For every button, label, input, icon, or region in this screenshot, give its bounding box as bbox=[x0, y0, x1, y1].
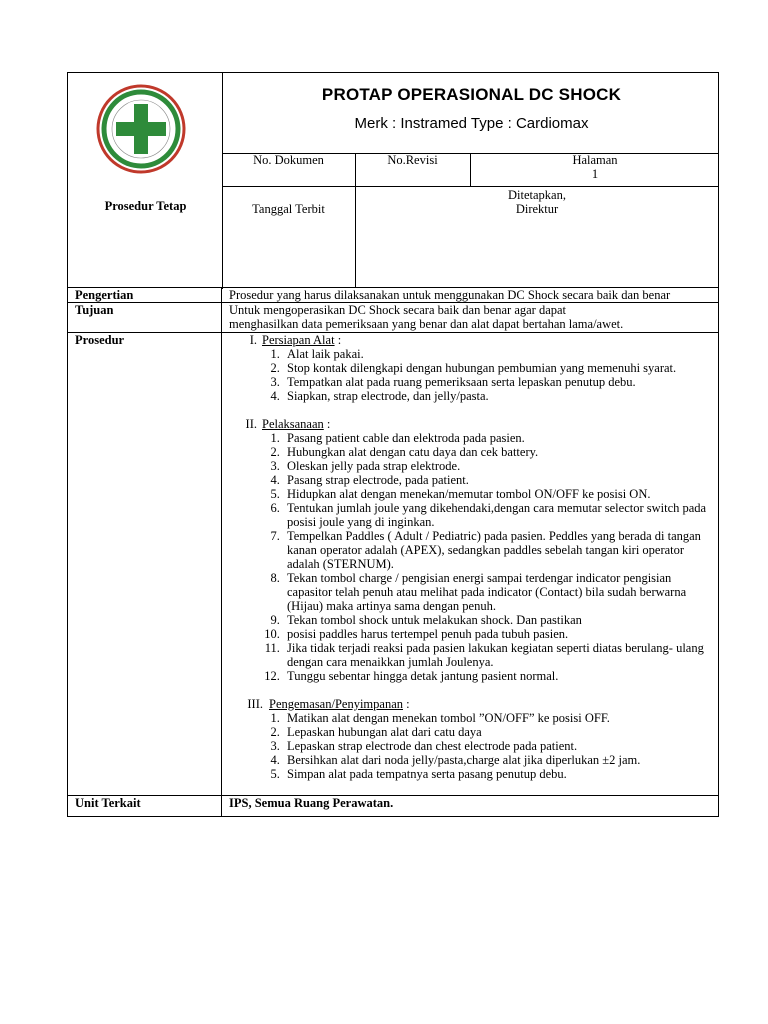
no-dokumen-label: No. Dokumen bbox=[253, 153, 324, 167]
list-item: 9. Tekan tombol shock untuk melakukan shock. Dan pastikan bbox=[283, 613, 714, 627]
list-item: 3. Oleskan jelly pada strap elektrode. bbox=[283, 459, 714, 473]
section-numeral: II. bbox=[245, 417, 257, 431]
row-pengertian bbox=[68, 288, 719, 303]
section-numeral: III. bbox=[247, 697, 263, 711]
list-item: 1. Pasang patient cable dan elektroda pada pasien. bbox=[283, 431, 714, 445]
list-item: 3. Tempatkan alat pada ruang pemeriksaan serta lepaskan penutup debu. bbox=[283, 375, 714, 389]
row-unit-terkait bbox=[68, 796, 719, 817]
unit-terkait-label: Unit Terkait bbox=[68, 796, 222, 817]
list-item: 4. Bersihkan alat dari noda jelly/pasta,charge alat jika diperlukan ±2 jam. bbox=[283, 753, 714, 767]
section-list bbox=[229, 711, 714, 781]
halaman-label: Halaman bbox=[572, 153, 618, 167]
tujuan-text bbox=[222, 303, 719, 333]
list-item: 1. Alat laik pakai. bbox=[283, 347, 714, 361]
prosedur-tetap-label: Prosedur Tetap bbox=[104, 199, 187, 213]
list-item: 2. Lepaskan hubungan alat dari catu daya bbox=[283, 725, 714, 739]
list-item: 7. Tempelkan Paddles ( Adult / Pediatric) pada pasien. Peddles yang berada di tangan kanan operator adalah (APEX), sedangkan paddles sebelah tangan kiri operator adalah (STERNUM). bbox=[283, 529, 714, 571]
document-subtitle: Merk : Instramed Type : Cardiomax bbox=[354, 115, 589, 132]
section-spacer bbox=[229, 683, 714, 697]
row-tujuan bbox=[68, 303, 719, 333]
list-item: 8. Tekan tombol charge / pengisian energi sampai terdengar indicator pengisian capasitor telah penuh atau melihat pada indicator (Contact) bila sudah berwarna (Hijau) maka artinya sama dengan penuh. bbox=[283, 571, 714, 613]
pengertian-text: Prosedur yang harus dilaksanakan untuk menggunakan DC Shock secara baik dan benar bbox=[222, 288, 719, 303]
list-item: 12. Tunggu sebentar hingga detak jantung pasient normal. bbox=[283, 669, 714, 683]
section-title: Pengemasan/Penyimpanan bbox=[269, 697, 403, 711]
divider bbox=[355, 153, 356, 288]
halaman-value: 1 bbox=[591, 167, 599, 181]
list-item: 4. Siapkan, strap electrode, dan jelly/pasta. bbox=[283, 389, 714, 403]
divider bbox=[222, 73, 223, 289]
list-item: 11. Jika tidak terjadi reaksi pada pasien lakukan kegiatan seperti diatas berulang- ulang dengan cara menaikkan jumlah Joulenya. bbox=[283, 641, 714, 669]
section-list bbox=[229, 431, 714, 683]
section-title: Persiapan Alat bbox=[262, 333, 335, 347]
section-heading: III. Pengemasan/Penyimpanan : bbox=[229, 697, 714, 711]
list-item: 5. Simpan alat pada tempatnya serta pasang penutup debu. bbox=[283, 767, 714, 781]
section-title: Pelaksanaan bbox=[262, 417, 324, 431]
section-heading: I. Persiapan Alat : bbox=[229, 333, 714, 347]
tujuan-line-1: Untuk mengoperasikan DC Shock secara baik dan benar agar dapat bbox=[229, 303, 567, 317]
document-header bbox=[67, 72, 719, 288]
section-list bbox=[229, 347, 714, 403]
divider bbox=[222, 186, 719, 187]
list-item: 5. Hidupkan alat dengan menekan/memutar tombol ON/OFF ke posisi ON. bbox=[283, 487, 714, 501]
section-heading: II. Pelaksanaan : bbox=[229, 417, 714, 431]
tanggal-terbit-label: Tanggal Terbit bbox=[252, 202, 325, 216]
section-numeral: I. bbox=[249, 333, 257, 347]
prosedur-content bbox=[222, 333, 719, 796]
document-title: PROTAP OPERASIONAL DC SHOCK bbox=[321, 85, 622, 104]
section-spacer bbox=[229, 403, 714, 417]
pengertian-label: Pengertian bbox=[68, 288, 222, 303]
list-item: 10. posisi paddles harus tertempel penuh pada tubuh pasien. bbox=[283, 627, 714, 641]
hospital-logo-icon bbox=[96, 84, 186, 174]
ditetapkan-label: Ditetapkan, bbox=[508, 188, 566, 202]
list-item: 3. Lepaskan strap electrode dan chest electrode pada patient. bbox=[283, 739, 714, 753]
row-prosedur bbox=[68, 333, 719, 796]
unit-terkait-text: IPS, Semua Ruang Perawatan. bbox=[222, 796, 719, 817]
list-item: 6. Tentukan jumlah joule yang dikehendaki,dengan cara memutar selector switch pada posisi joule yang di inginkan. bbox=[283, 501, 714, 529]
list-item: 4. Pasang strap electrode, pada patient. bbox=[283, 473, 714, 487]
list-item: 2. Stop kontak dilengkapi dengan hubungan pembumian yang memenuhi syarat. bbox=[283, 361, 714, 375]
prosedur-label: Prosedur bbox=[68, 333, 222, 796]
tujuan-label: Tujuan bbox=[68, 303, 222, 333]
direktur-label: Direktur bbox=[515, 202, 559, 216]
sop-table bbox=[67, 287, 719, 817]
sop-document bbox=[67, 72, 719, 817]
list-item: 1. Matikan alat dengan menekan tombol ”ON/OFF” ke posisi OFF. bbox=[283, 711, 714, 725]
tujuan-line-2: menghasilkan data pemeriksaan yang benar dan alat dapat bertahan lama/awet. bbox=[229, 317, 624, 331]
list-item: 2. Hubungkan alat dengan catu daya dan cek battery. bbox=[283, 445, 714, 459]
no-revisi-label: No.Revisi bbox=[387, 153, 438, 167]
